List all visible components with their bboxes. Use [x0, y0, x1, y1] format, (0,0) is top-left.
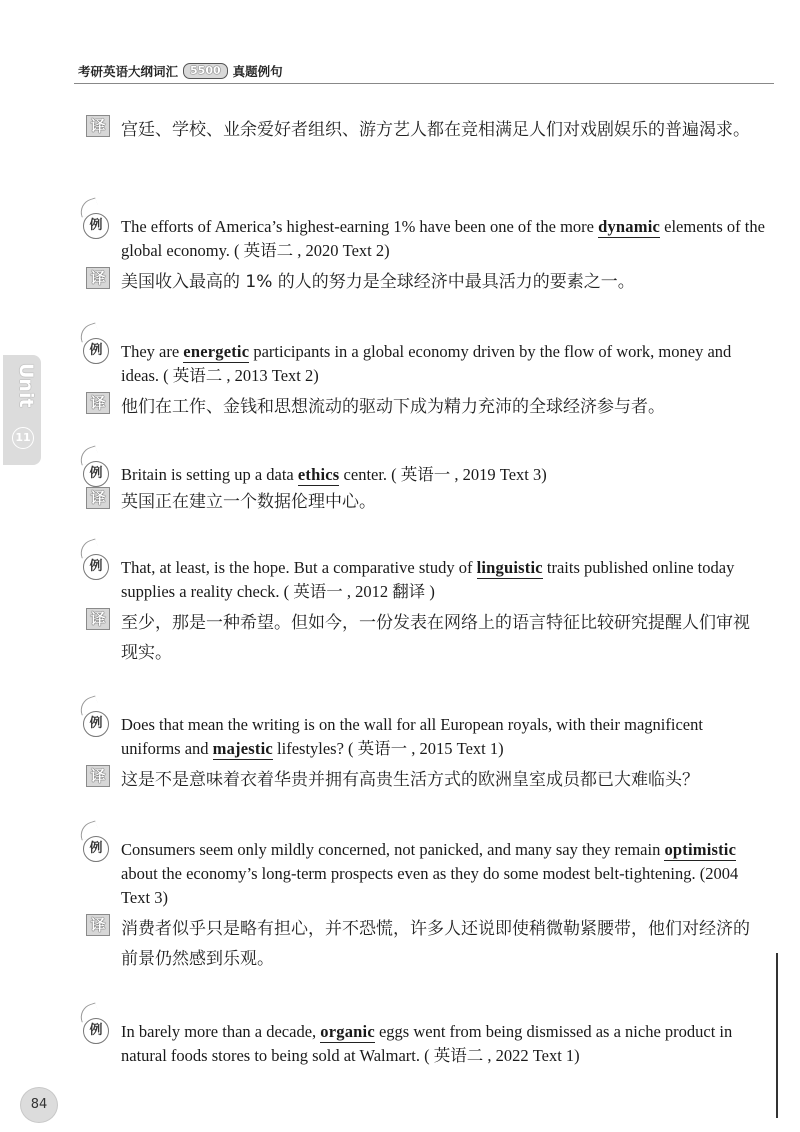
- translation-marker-icon: 译: [86, 608, 110, 630]
- entry-7: [86, 1020, 766, 1068]
- example-sentence: [121, 556, 766, 604]
- example-text-before: They are: [121, 342, 184, 361]
- translation-text: 至少，那是一种希望。但如今，一份发表在网络上的语言特征比较研究提醒人们审视现实。: [121, 613, 750, 663]
- translation-marker-icon: 译: [86, 115, 110, 137]
- unit-side-tab: [3, 355, 41, 465]
- translation-text: 消费者似乎只是略有担心，并不恐慌，许多人还说即使稍微勒紧腰带，他们对经济的前景仍然感到乐观。: [121, 919, 750, 969]
- unit-label: Unit: [15, 363, 37, 408]
- entry-0: [86, 115, 766, 145]
- example-sentence: [121, 1020, 766, 1068]
- translation-marker-icon: 译: [86, 487, 110, 509]
- translation-text: 英国正在建立一个数据伦理中心。: [121, 492, 376, 512]
- translation-text: 美国收入最高的 1% 的人的努力是全球经济中最具活力的要素之一。: [121, 272, 635, 292]
- keyword: organic: [320, 1022, 375, 1041]
- example-text-after: eggs went from being dismissed as a niche product in natural foods stores to being sold at Walmart. ( 英语二 , 2022 Text 1): [121, 1022, 733, 1065]
- example-sentence: [121, 215, 766, 263]
- entry-1: [86, 215, 766, 297]
- example-sentence: [121, 463, 766, 487]
- header-rule: [74, 83, 774, 84]
- example-text-after: participants in a global economy driven by the flow of work, money and ideas. ( 英语二 , 2013 Text 2): [121, 342, 732, 385]
- example-marker-icon: 例: [83, 554, 109, 580]
- example-marker-icon: 例: [83, 711, 109, 737]
- keyword: energetic: [183, 342, 250, 361]
- keyword: ethics: [297, 465, 340, 484]
- entry-5: [86, 713, 766, 795]
- header-subtitle: 真题例句: [232, 64, 283, 79]
- example-text-after: lifestyles? ( 英语一 , 2015 Text 1): [272, 739, 504, 758]
- entry-2: [86, 340, 766, 422]
- example-text-before: Does that mean the writing is on the wall for all European royals, with their magnificent uniforms and: [121, 715, 703, 758]
- header-badge: 5500: [183, 63, 228, 79]
- example-text-after: about the economy’s long-term prospects even as they do some modest belt-tightening. (2004 Text 3): [121, 864, 739, 907]
- example-sentence: [121, 340, 766, 388]
- example-text-after: elements of the global economy. ( 英语二 , 2020 Text 2): [121, 217, 765, 260]
- entry-6: [86, 838, 766, 974]
- example-marker-icon: 例: [83, 1018, 109, 1044]
- keyword: dynamic: [598, 217, 661, 236]
- running-header: [78, 62, 283, 80]
- example-text-before: The efforts of America’s highest-earning 1% have been one of the more: [121, 217, 599, 236]
- translation-text: 他们在工作、金钱和思想流动的驱动下成为精力充沛的全球经济参与者。: [121, 397, 665, 417]
- unit-number: 11: [12, 427, 34, 449]
- entry-4: [86, 556, 766, 668]
- example-text-before: In barely more than a decade,: [121, 1022, 321, 1041]
- example-sentence: [121, 838, 766, 910]
- translation-marker-icon: 译: [86, 392, 110, 414]
- translation-text: 宫廷、学校、业余爱好者组织、游方艺人都在竞相满足人们对戏剧娱乐的普遍渴求。: [121, 120, 750, 140]
- example-marker-icon: 例: [83, 461, 109, 487]
- example-text-before: Consumers seem only mildly concerned, not panicked, and many say they remain: [121, 840, 665, 859]
- entry-3: [86, 463, 766, 517]
- example-marker-icon: 例: [83, 213, 109, 239]
- example-sentence: [121, 713, 766, 761]
- keyword: majestic: [212, 739, 273, 758]
- page-number: 84: [20, 1087, 58, 1123]
- translation-text: 这是不是意味着衣着华贵并拥有高贵生活方式的欧洲皇室成员都已大难临头？: [121, 770, 699, 790]
- translation-marker-icon: 译: [86, 765, 110, 787]
- example-text-before: Britain is setting up a data: [121, 465, 298, 484]
- translation-marker-icon: 译: [86, 914, 110, 936]
- example-marker-icon: 例: [83, 338, 109, 364]
- keyword: optimistic: [664, 840, 737, 859]
- margin-bar: [776, 953, 778, 1118]
- keyword: linguistic: [476, 558, 543, 577]
- example-text-before: That, at least, is the hope. But a comparative study of: [121, 558, 477, 577]
- example-marker-icon: 例: [83, 836, 109, 862]
- translation-marker-icon: 译: [86, 267, 110, 289]
- example-text-after: traits published online today supplies a reality check. ( 英语一 , 2012 翻译 ): [121, 558, 735, 601]
- example-text-after: center. ( 英语一 , 2019 Text 3): [339, 465, 547, 484]
- header-title: 考研英语大纲词汇: [78, 64, 179, 79]
